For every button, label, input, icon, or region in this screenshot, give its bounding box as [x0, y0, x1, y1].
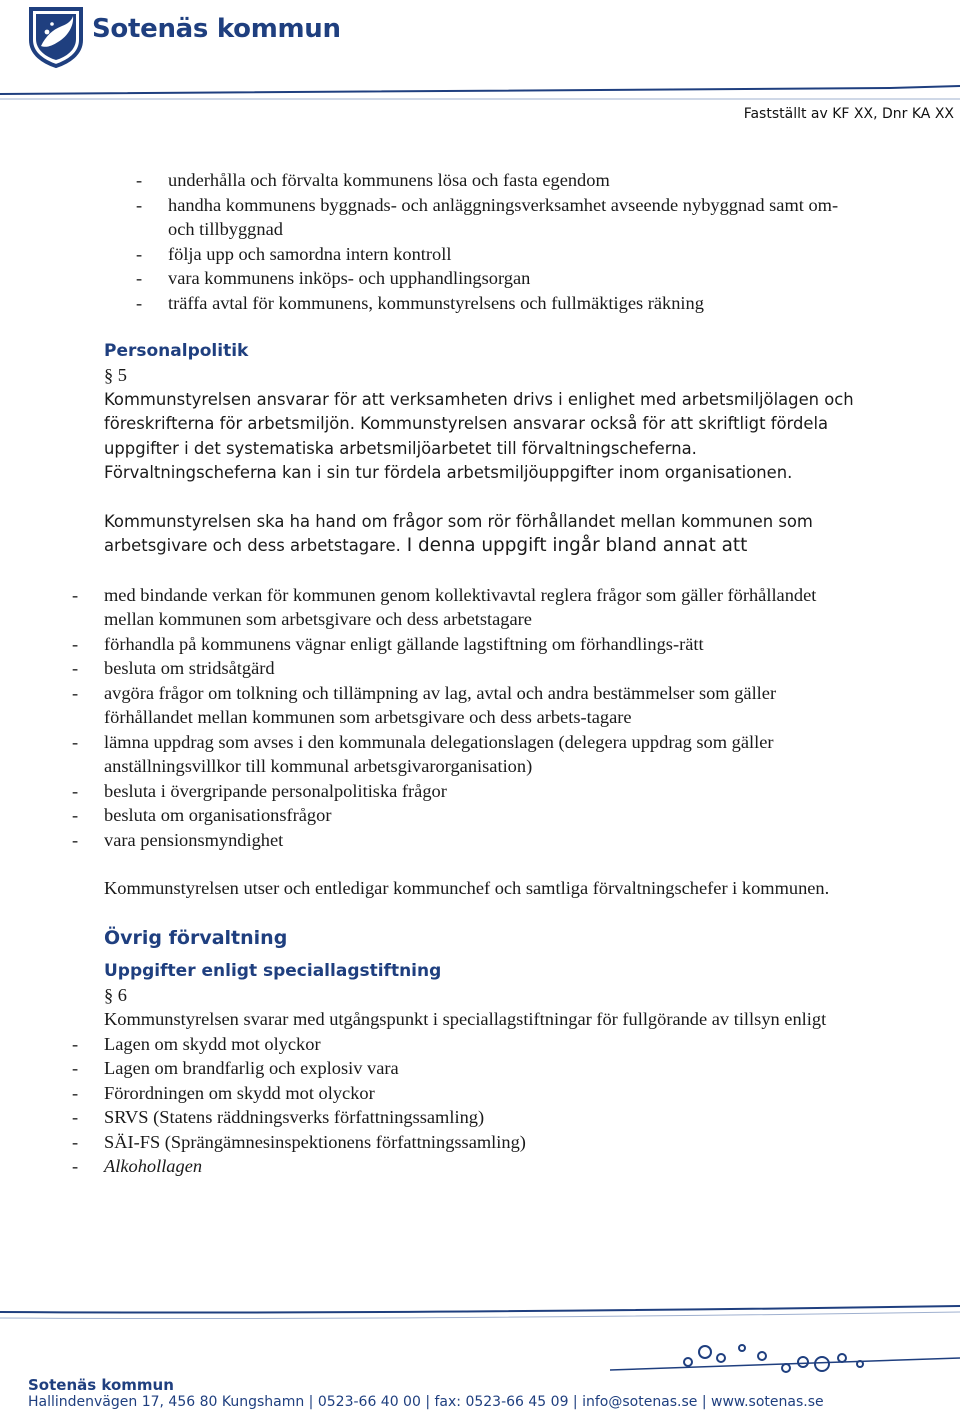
legislation-list: [40, 1032, 864, 1179]
section-heading-personalpolitik: Personalpolitik: [104, 341, 249, 361]
list-item: - med bindande verkan för kommunen genom kollektivavtal reglera frågor som gäller förhållandet mellan kommunen som arbetsgivare och dess arbetstagare: [40, 583, 864, 632]
list-item: - handha kommunens byggnads- och anläggningsverksamhet avseende nybyggnad samt om- och tillbyggnad: [104, 193, 864, 242]
paragraph-number: § 6: [104, 984, 127, 1005]
list-item: - SÄI-FS (Sprängämnesinspektionens författningssamling): [40, 1130, 864, 1155]
list-item: - lämna uppdrag som avses i den kommunala delegationslagen (delegera uppdrag som gäller anställningsvillkor till kommunal arbetsgivarorganisation): [40, 730, 864, 779]
footer-bubble-wave: [0, 1300, 960, 1380]
document-reference: Fastställt av KF XX, Dnr KA XX: [743, 106, 954, 122]
list-item: - vara kommunens inköps- och upphandlingsorgan: [104, 266, 864, 291]
list-item: - följa upp och samordna intern kontroll: [104, 242, 864, 267]
logo-wordmark: Sotenäs kommun: [92, 14, 341, 44]
list-item: - besluta om stridsåtgärd: [40, 656, 864, 681]
page-header: [0, 0, 960, 130]
subsection-heading: Uppgifter enligt speciallagstiftning: [104, 960, 442, 981]
paragraph-number: § 5: [104, 365, 127, 385]
footer-org-name: Sotenäs kommun: [28, 1376, 174, 1394]
list-item: - besluta i övergripande personalpolitiska frågor: [40, 779, 864, 804]
list-item: - träffa avtal för kommunens, kommunstyrelsens och fullmäktiges räkning: [104, 291, 864, 316]
document-body: [104, 168, 864, 1179]
list-item: - besluta om organisationsfrågor: [40, 803, 864, 828]
list-item: - Alkohollagen: [40, 1154, 864, 1179]
list-item: - Lagen om brandfarlig och explosiv vara: [40, 1056, 864, 1081]
list-item: - avgöra frågor om tolkning och tillämpning av lag, avtal och andra bestämmelser som gäller förhållandet mellan kommunen som arbetsgivare och dess arbets-tagare: [40, 681, 864, 730]
employer-duty-list: [40, 583, 864, 853]
body-paragraph: Kommunstyrelsen svarar med utgångspunkt i speciallagstiftningar för fullgörande av tillsyn enligt: [104, 1009, 827, 1029]
list-item: - vara pensionsmyndighet: [40, 828, 864, 853]
footer-contact-line: Hallindenvägen 17, 456 80 Kungshamn | 0523-66 40 00 | fax: 0523-66 45 09 | info@sotenas.se | www.sotenas.se: [28, 1394, 824, 1410]
list-item: - förhandla på kommunens vägnar enligt gällande lagstiftning om förhandlings-rätt: [40, 632, 864, 657]
body-paragraph: [104, 510, 864, 559]
header-wave-line: [0, 82, 960, 102]
list-item: - Lagen om skydd mot olyckor: [40, 1032, 864, 1057]
list-item: - underhålla och förvalta kommunens lösa och fasta egendom: [104, 168, 864, 193]
body-paragraph: Kommunstyrelsen utser och entledigar kommunchef och samtliga förvaltningschefer i kommunen.: [104, 878, 830, 898]
list-item: - Förordningen om skydd mot olyckor: [40, 1081, 864, 1106]
body-text: I denna uppgift ingår bland annat att: [400, 535, 748, 556]
list-item: - SRVS (Statens räddningsverks författningssamling): [40, 1105, 864, 1130]
body-paragraph: Kommunstyrelsen ansvarar för att verksamheten drivs i enlighet med arbetsmiljölagen och föreskrifterna för arbetsmiljön. Kommunstyrelsen ansvarar också för att skriftligt fördela uppgifter i det systematiska arbetsmiljöarbetet till förvaltningscheferna. Förvaltningscheferna kan i sin tur fördela arbetsmiljöuppgifter inom organisationen.: [104, 389, 854, 482]
section-heading-ovrig-forvaltning: Övrig förvaltning: [104, 926, 288, 949]
municipality-shield-icon: [28, 6, 84, 68]
intro-duty-list: [104, 168, 864, 315]
body-text: Kommunstyrelsen ska ha hand om frågor som rör förhållandet mellan kommunen som arbetsgivare och dess arbetstagare.: [104, 511, 813, 555]
